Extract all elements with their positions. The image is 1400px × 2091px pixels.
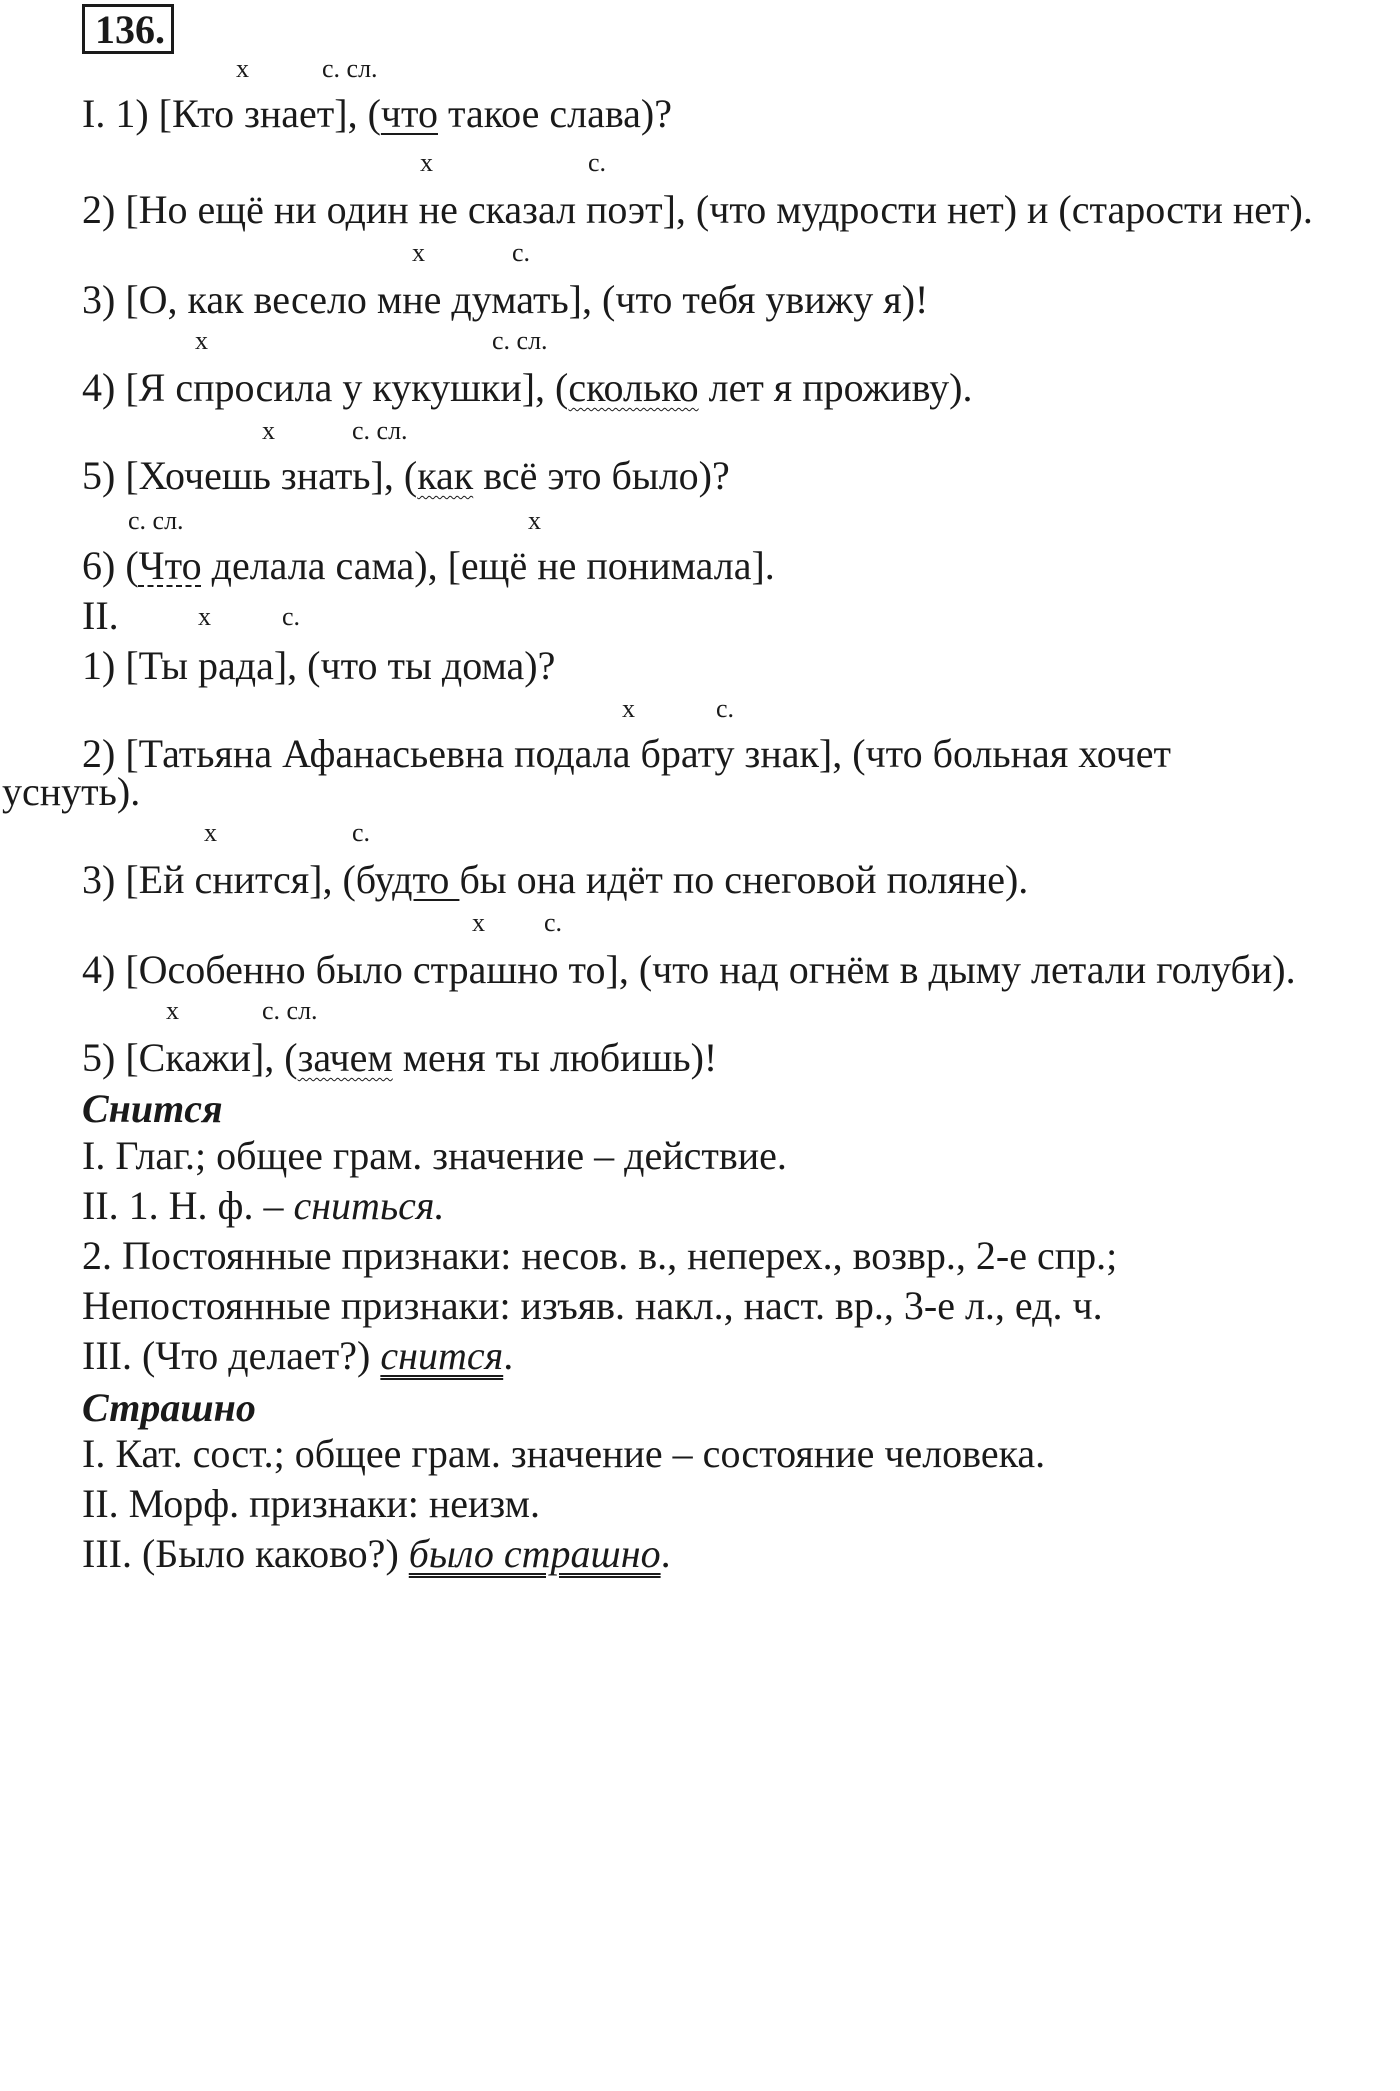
mark-predicate: х [166, 996, 179, 1025]
conjunction-word: как [417, 453, 474, 498]
conjunction-word: что [380, 91, 438, 136]
snitsya-line-1: I. Глаг.; общее грам. значение – действие. [82, 1133, 787, 1178]
mark-conjunction: с. [352, 818, 371, 847]
sentence-2-3: 3) [Ей снится], (будто бы она идёт по снеговой поляне). [82, 857, 1029, 902]
snitsya-line-2: II. 1. Н. ф. – сниться. [82, 1183, 445, 1228]
mark-predicate: х [528, 506, 541, 535]
sentence-2-2-line-2: уснуть). [2, 769, 141, 814]
mark-predicate: х [472, 908, 485, 937]
sentence-1-5: 5) [Хочешь знать], (как всё это было)? [82, 453, 730, 498]
sentence-2-4: 4) [Особенно было страшно то], (что над огнём в дыму летали голуби). [82, 947, 1296, 992]
sentence-1-3: 3) [О, как весело мне думать], (что тебя увижу я)! [82, 277, 929, 322]
conjunction: дто [392, 857, 460, 902]
sentence-2-5: 5) [Скажи], (зачем меня ты любишь)! [82, 1035, 718, 1080]
strashno-line-2: II. Морф. признаки: неизм. [82, 1481, 540, 1526]
mark-predicate: х [198, 602, 211, 631]
mark-conjunction-word: с. сл. [322, 54, 378, 83]
sentence-2-2-line-1: 2) [Татьяна Афанасьевна подала брату знак], (что больная хочет [82, 731, 1172, 776]
snitsya-line-4: Непостоянные признаки: изъяв. накл., наст. вр., 3-е л., ед. ч. [82, 1283, 1103, 1328]
mark-predicate: х [622, 694, 635, 723]
heading-strashno: Страшно [82, 1385, 256, 1430]
heading-snitsya: Снится [82, 1086, 223, 1131]
mark-conjunction-word: с. сл. [492, 326, 548, 355]
mark-predicate: х [412, 238, 425, 267]
snitsya-line-5: III. (Что делает?) снится. [82, 1333, 514, 1378]
sentence-1-2: 2) [Но ещё ни один не сказал поэт], (что мудрости нет) и (старости нет). [82, 187, 1313, 232]
conjunction-word: зачем [297, 1035, 393, 1080]
sentence-2-1: 1) [Ты рада], (что ты дома)? [82, 643, 556, 688]
mark-predicate: х [195, 326, 208, 355]
snitsya-line-3: 2. Постоянные признаки: несов. в., неперех., возвр., 2-е спр.; [82, 1233, 1118, 1278]
mark-predicate: х [236, 54, 249, 83]
mark-conjunction: с. [588, 148, 607, 177]
strashno-line-3: III. (Было каково?) было страшно. [82, 1531, 671, 1576]
conjunction-word: Что [138, 543, 202, 588]
mark-conjunction: с. [512, 238, 531, 267]
part-2-label: II. [82, 593, 119, 638]
task-number: 136. [82, 4, 174, 54]
conjunction-word: сколько [568, 365, 699, 410]
mark-predicate: х [204, 818, 217, 847]
strashno-line-1: I. Кат. сост.; общее грам. значение – состояние человека. [82, 1431, 1046, 1476]
mark-conjunction: с. [544, 908, 563, 937]
mark-conjunction-word: с. сл. [128, 506, 184, 535]
sentence-1-6: 6) (Что делала сама), [ещё не понимала]. [82, 543, 775, 588]
mark-conjunction-word: с. сл. [352, 416, 408, 445]
mark-conjunction-word: с. сл. [262, 996, 318, 1025]
mark-predicate: х [420, 148, 433, 177]
predicate: снится [380, 1333, 504, 1378]
mark-predicate: х [262, 416, 275, 445]
sentence-1-1: I. 1) [Кто знает], (что такое слава)? [82, 91, 673, 136]
mark-conjunction: с. [282, 602, 301, 631]
predicate: было страшно [408, 1531, 661, 1576]
mark-conjunction: с. [716, 694, 735, 723]
sentence-1-4: 4) [Я спросила у кукушки], (сколько лет я проживу). [82, 365, 973, 410]
